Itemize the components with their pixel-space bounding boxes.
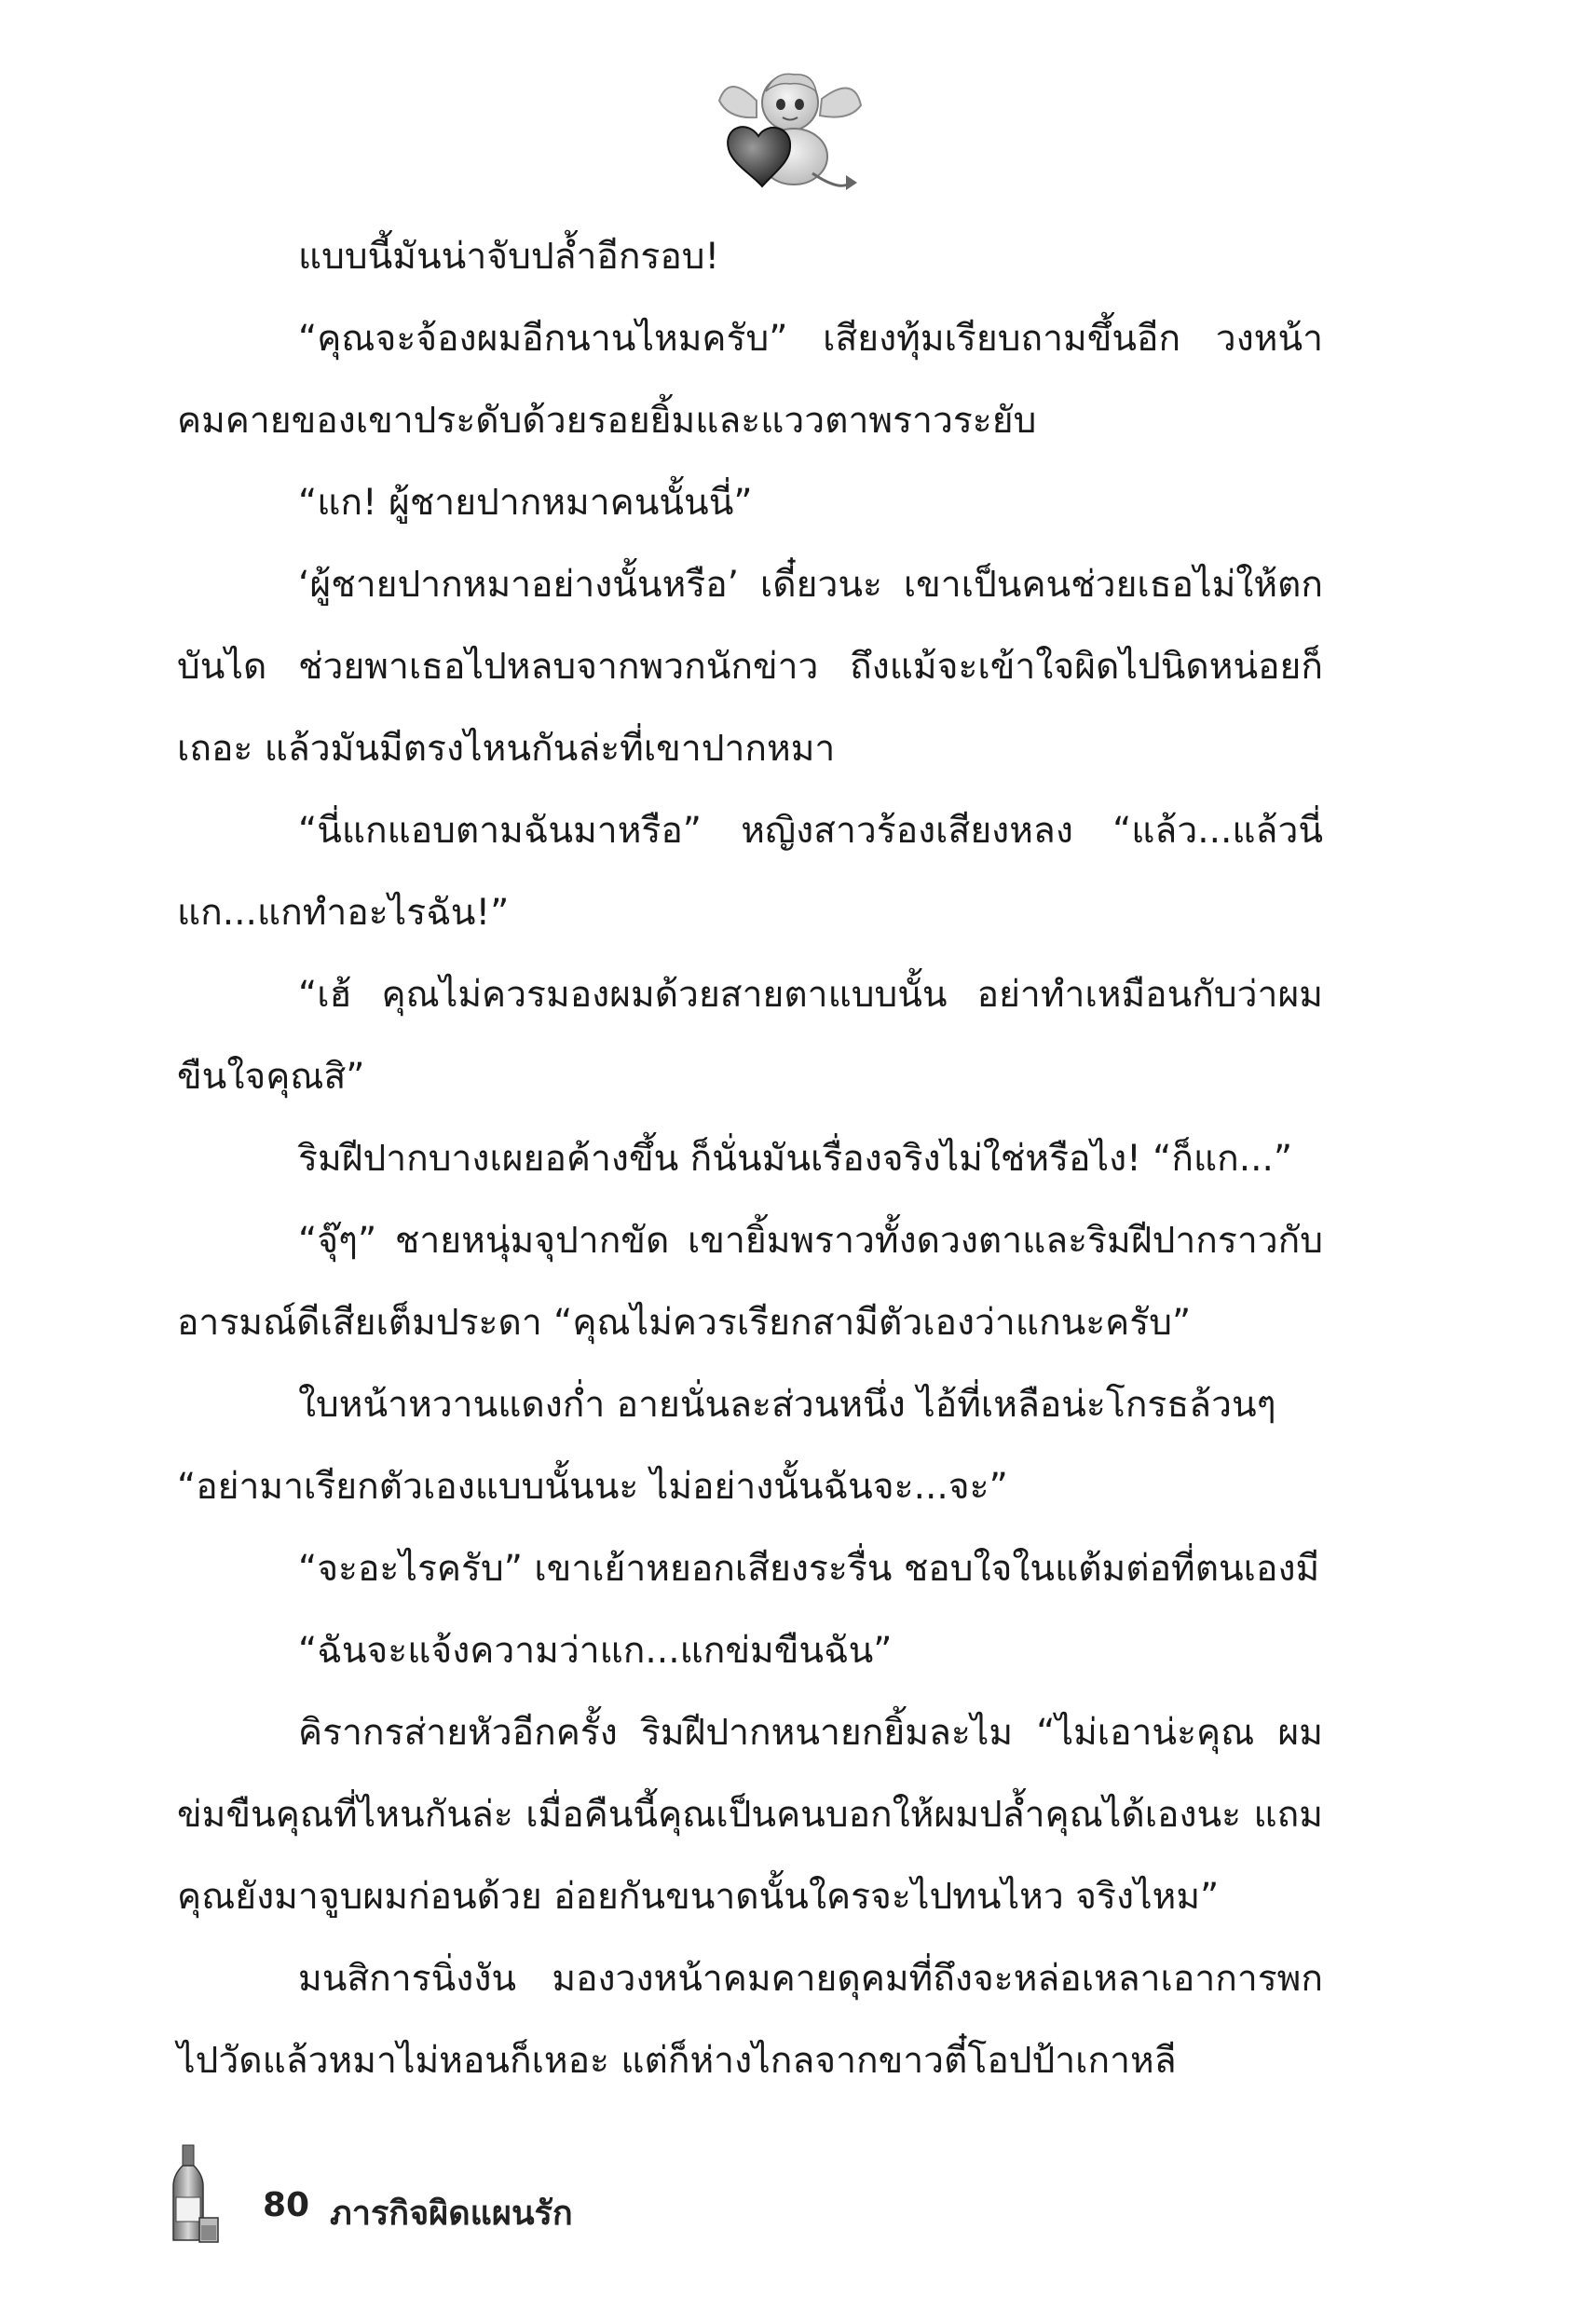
paragraph: “แก! ผู้ชายปากหมาคนนั้นนี่” [298, 482, 753, 524]
paragraph: คิรากรส่ายหัวอีกครั้ง ริมฝีปากหนายกยิ้มละไม “ไม่เอาน่ะคุณ ผมข่มขืนคุณที่ไหนกันล่ะ เมื่อคืนนี้คุณเป็นคนบอกให้ผมปล้ำคุณได้เองนะ แถมคุณยังมาจูบผมก่อนด้วย อ่อยกันขนาดนั้นใครจะไปทนไหว จริงไหม” [177, 1712, 1323, 1918]
paragraph: ‘ผู้ชายปากหมาอย่างนั้นหรือ’ เดี๋ยวนะ เขาเป็นคนช่วยเธอไม่ให้ตกบันได ช่วยพาเธอไปหลบจากพวกนักข่าว ถึงแม้จะเข้าใจผิดไปนิดหน่อยก็เถอะ แล้วมันมีตรงไหนกันล่ะที่เขาปากหมา [177, 564, 1323, 770]
page-number: 80 [263, 2186, 310, 2224]
paragraph: มนสิการนิ่งงัน มองวงหน้าคมคายดุคมที่ถึงจะหล่อเหลาเอาการพกไปวัดแล้วหมาไม่หอนก็เหอะ แต่ก็ห่างไกลจากขาวตี๋โอปป้าเกาหลี [177, 1958, 1323, 2082]
paragraph: “เฮ้ คุณไม่ควรมองผมด้วยสายตาแบบนั้น อย่าทำเหมือนกับว่าผมขืนใจคุณสิ” [177, 974, 1323, 1098]
paragraph: “จะอะไรครับ” เขาเย้าหยอกเสียงระรื่น ชอบใจในแต้มต่อที่ตนเองมี [298, 1548, 1320, 1590]
paragraph: “คุณจะจ้องผมอีกนานไหมครับ” เสียงทุ้มเรียบถามขึ้นอีก วงหน้าคมคายของเขาประดับด้วยรอยยิ้มและแววตาพราวระยับ [177, 318, 1323, 442]
paragraph: แบบนี้มันน่าจับปล้ำอีกรอบ! [298, 236, 720, 278]
paragraph: “นี่แกแอบตามฉันมาหรือ” หญิงสาวร้องเสียงหลง “แล้ว...แล้วนี่แก...แกทำอะไรฉัน!” [177, 810, 1323, 934]
cupid-ornament-icon [701, 63, 878, 203]
bottle-glass-icon [166, 2143, 222, 2246]
paragraph: ใบหน้าหวานแดงก่ำ อายนั่นละส่วนหนึ่ง ไอ้ที่เหลือน่ะโกรธล้วนๆ [298, 1384, 1276, 1426]
paragraph: “จุ๊ๆ” ชายหนุ่มจุปากขัด เขายิ้มพราวทั้งดวงตาและริมฝีปากราวกับอารมณ์ดีเสียเต็มประดา “คุณไม่ควรเรียกสามีตัวเองว่าแกนะครับ” [177, 1220, 1323, 1344]
paragraph: ริมฝีปากบางเผยอค้างขึ้น ก็นั่นมันเรื่องจริงไม่ใช่หรือไง! “ก็แก...” [298, 1138, 1293, 1180]
paragraph: “ฉันจะแจ้งความว่าแก...แกข่มขืนฉัน” [298, 1630, 893, 1672]
paragraph: “อย่ามาเรียกตัวเองแบบนั้นนะ ไม่อย่างนั้นฉันจะ...จะ” [177, 1466, 1008, 1508]
book-title: ภารกิจผิดแผนรัก [330, 2195, 573, 2233]
body-text [177, 216, 1323, 2102]
page-footer [166, 2143, 725, 2246]
